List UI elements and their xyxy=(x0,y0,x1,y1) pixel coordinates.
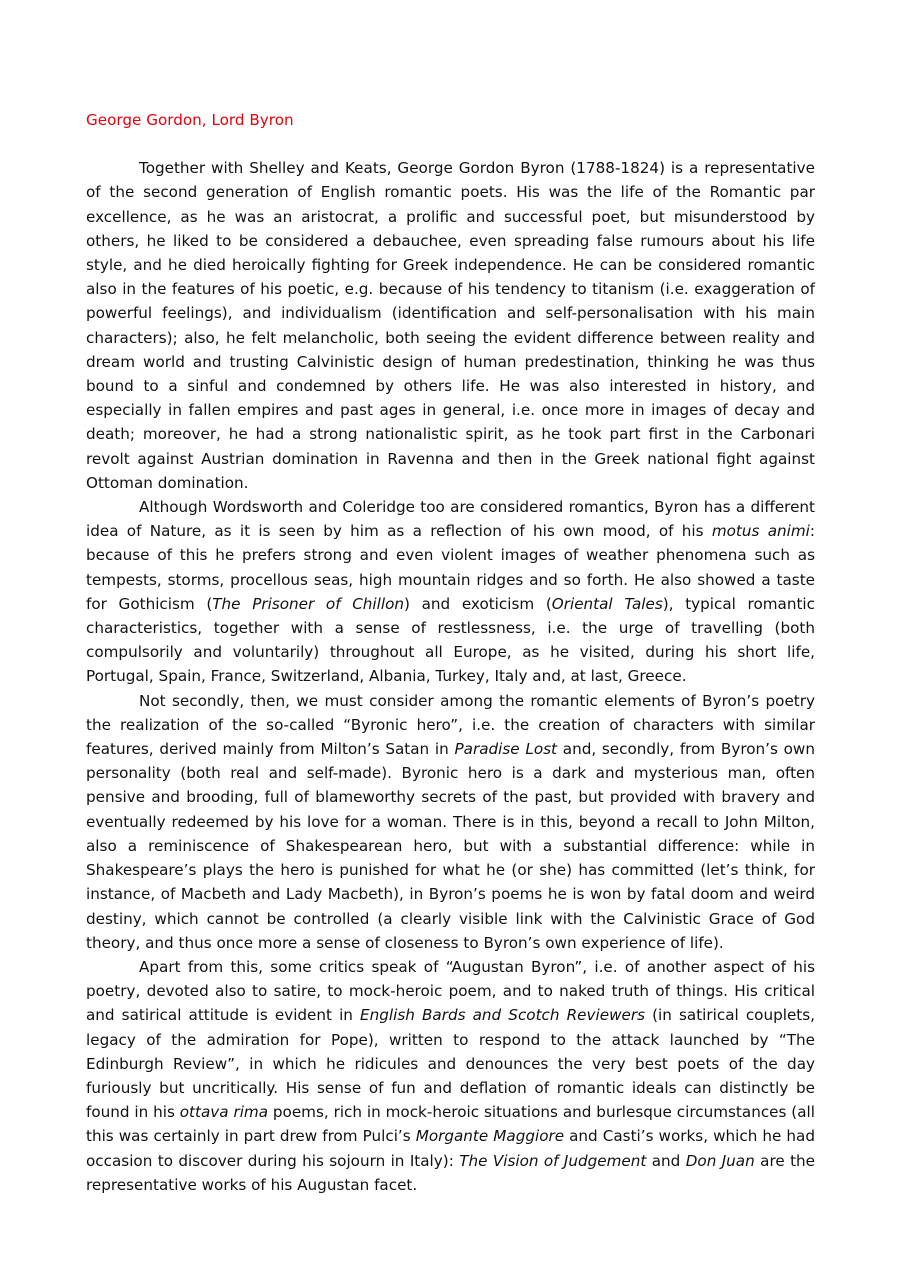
work-title: Paradise Lost xyxy=(454,740,558,759)
page-title: George Gordon, Lord Byron xyxy=(86,111,294,129)
text-run: Although Wordsworth and Coleridge too are considered romantics, Byron has a different idea of Nature, as it is seen by him as a reflection of his own mood, of his xyxy=(86,498,815,541)
paragraph-1 xyxy=(86,156,815,495)
work-title: The Vision of Judgement xyxy=(459,1151,647,1170)
work-title: The Prisoner of Chillon xyxy=(212,594,405,613)
paragraph-3 xyxy=(86,689,815,955)
italic-term: ottava rima xyxy=(179,1103,269,1122)
italic-term: motus animi xyxy=(711,522,810,541)
paragraph-4 xyxy=(86,955,815,1197)
work-title: English Bards and Scotch Reviewers xyxy=(360,1006,645,1025)
text-run: ) and exoticism ( xyxy=(404,594,552,613)
text-run: Together with Shelley and Keats, George Gordon Byron (1788-1824) is a representative of the second generation of English romantic poets. His was the life of the Romantic par excellence, as he was an aristocrat, a prolific and successful poet, but misunderstood by others, he liked to be considered a debauchee, even spreading false rumours about his life style, and he died heroically fighting for Greek independence. He can be considered romantic also in the features of his poetic, e.g. because of his tendency to titanism (i.e. exaggeration of powerful feelings), and individualism (identification and self-personalisation with his main characters); also, he felt melancholic, both seeing the evident difference between reality and dream world and trusting Calvinistic design of human predestination, thinking he was thus bound to a sinful and condemned by others life. He was also interested in history, and especially in fallen empires and past ages in general, i.e. once more in images of decay and death; moreover, he had a strong nationalistic spirit, as he took part first in the Carbonari revolt against Austrian domination in Ravenna and then in the Greek national fight against Ottoman domination. xyxy=(86,159,815,492)
text-run: are the representative works of his Augustan facet. xyxy=(86,1151,816,1194)
text-run: ), typical romantic characteristics, together with a sense of restlessness, i.e. the urge of travelling (both compulsorily and voluntarily) throughout all Europe, as he visited, during his short life, Portugal, Spain, France, Switzerland, Albania, Turkey, Italy and, at last, Greece. xyxy=(86,594,815,686)
paragraph-2 xyxy=(86,495,815,689)
text-run: Apart from this, some critics speak of “Augustan Byron”, i.e. of another aspect of his poetry, devoted also to satire, to mock-heroic poem, and to naked truth of things. His critical and satirical attitude is evident in xyxy=(86,957,815,1025)
text-run: and, secondly, from Byron’s own personality (both real and self-made). Byronic hero is a dark and mysterious man, often pensive and brooding, full of blameworthy secrets of the past, but provided with bravery and eventually redeemed by his love for a woman. There is in this, beyond a recall to John Milton, also a reminiscence of Shakespearean hero, but with a substantial difference: while in Shakespeare’s plays the hero is punished for what he (or she) has committed (let’s think, for instance, of Macbeth and Lady Macbeth), in Byron’s poems he is won by fatal doom and weird destiny, which cannot be controlled (a clearly visible link with the Calvinistic Grace of God theory, and thus once more a sense of closeness to Byron’s own experience of life). xyxy=(86,740,815,952)
text-run: and Casti’s works, which he had occasion to discover during his sojourn in Italy): xyxy=(86,1127,815,1170)
text-run: Not secondly, then, we must consider among the romantic elements of Byron’s poetry the realization of the so-called “Byronic hero”, i.e. the creation of characters with similar features, derived mainly from Milton’s Satan in xyxy=(86,691,815,759)
work-title: Morgante Maggiore xyxy=(415,1127,565,1146)
text-run: poems, rich in mock-heroic situations and burlesque circumstances (all this was certainly in part drew from Pulci’s xyxy=(86,1103,815,1146)
text-run: (in satirical couplets, legacy of the admiration for Pope), written to respond to the attack launched by “The Edinburgh Review”, in which he ridicules and denounces the very best poets of the day furiously but uncritically. His sense of fun and deflation of romantic ideals can distinctly be found in his xyxy=(86,1006,815,1122)
text-run: and xyxy=(646,1151,686,1170)
work-title: Don Juan xyxy=(685,1151,755,1170)
document-page xyxy=(86,108,815,1197)
work-title: Oriental Tales xyxy=(551,594,663,613)
text-run: : because of this he prefers strong and even violent images of weather phenomena such as tempests, storms, procellous seas, high mountain ridges and so forth. He also showed a taste for Gothicism ( xyxy=(86,522,815,613)
